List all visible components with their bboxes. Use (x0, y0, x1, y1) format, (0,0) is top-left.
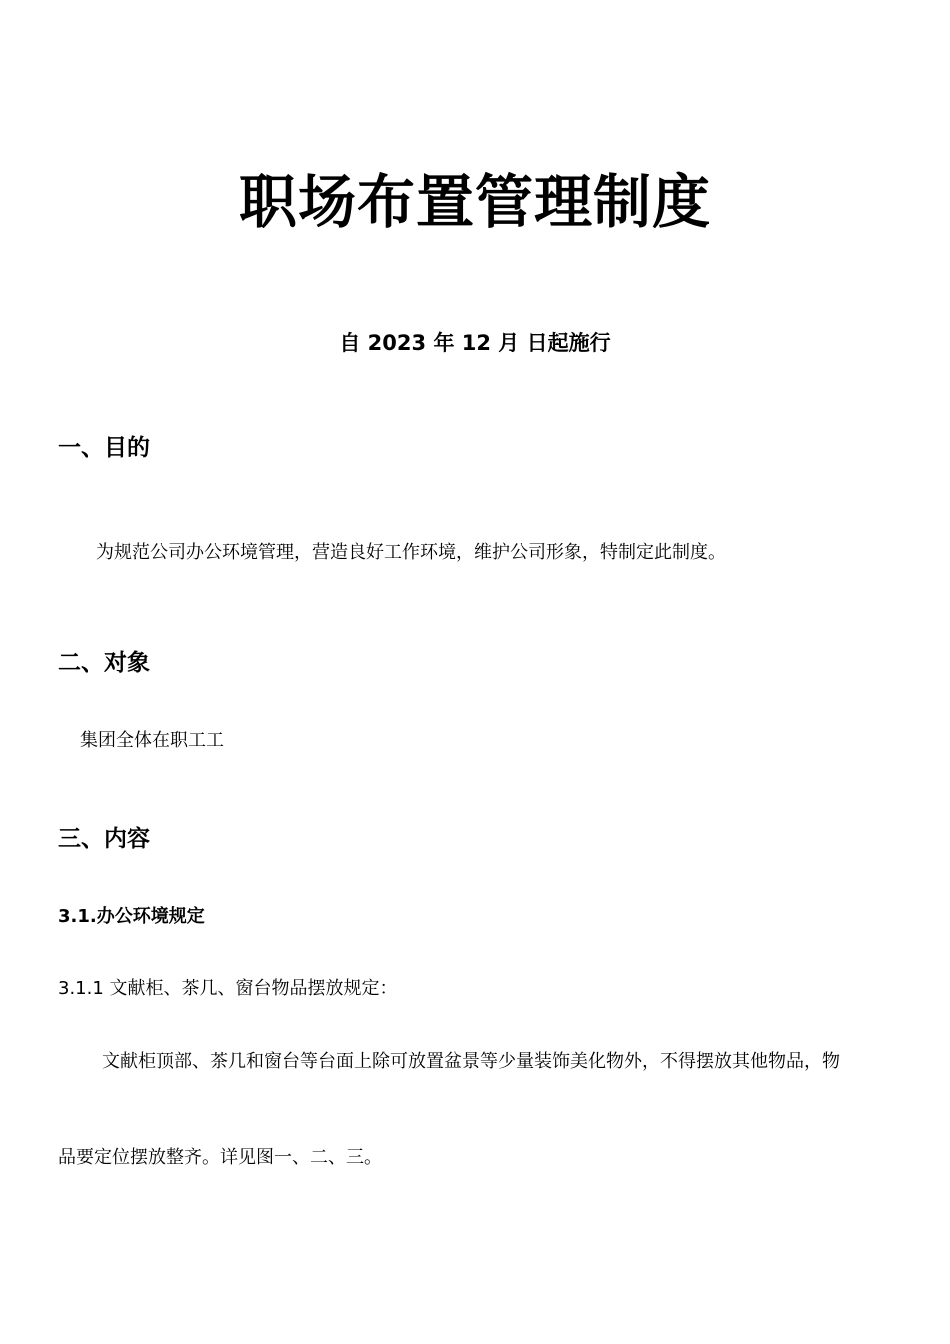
clause-heading-furniture-placement: 3.1.1 文献柜、茶几、窗台物品摆放规定： (58, 978, 398, 999)
document-title: 职场布置管理制度 (238, 168, 711, 236)
effective-date: 自 2023 年 12 月 日起施行 (339, 331, 611, 355)
section-heading-scope: 二、对象 (58, 650, 150, 676)
clause-text-line-2: 品要定位摆放整齐。详见图一、二、三。 (58, 1147, 382, 1168)
subsection-heading-office-environment: 3.1.办公环境规定 (58, 906, 205, 927)
section-heading-content: 三、内容 (58, 826, 150, 852)
section-paragraph-scope: 集团全体在职工工 (80, 730, 224, 751)
clause-text-line-1: 文献柜顶部、茶几和窗台等台面上除可放置盆景等少量装饰美化物外，不得摆放其他物品，物 (102, 1051, 840, 1072)
section-heading-purpose: 一、目的 (58, 435, 150, 461)
section-paragraph-purpose: 为规范公司办公环境管理，营造良好工作环境，维护公司形象，特制定此制度。 (96, 542, 726, 563)
